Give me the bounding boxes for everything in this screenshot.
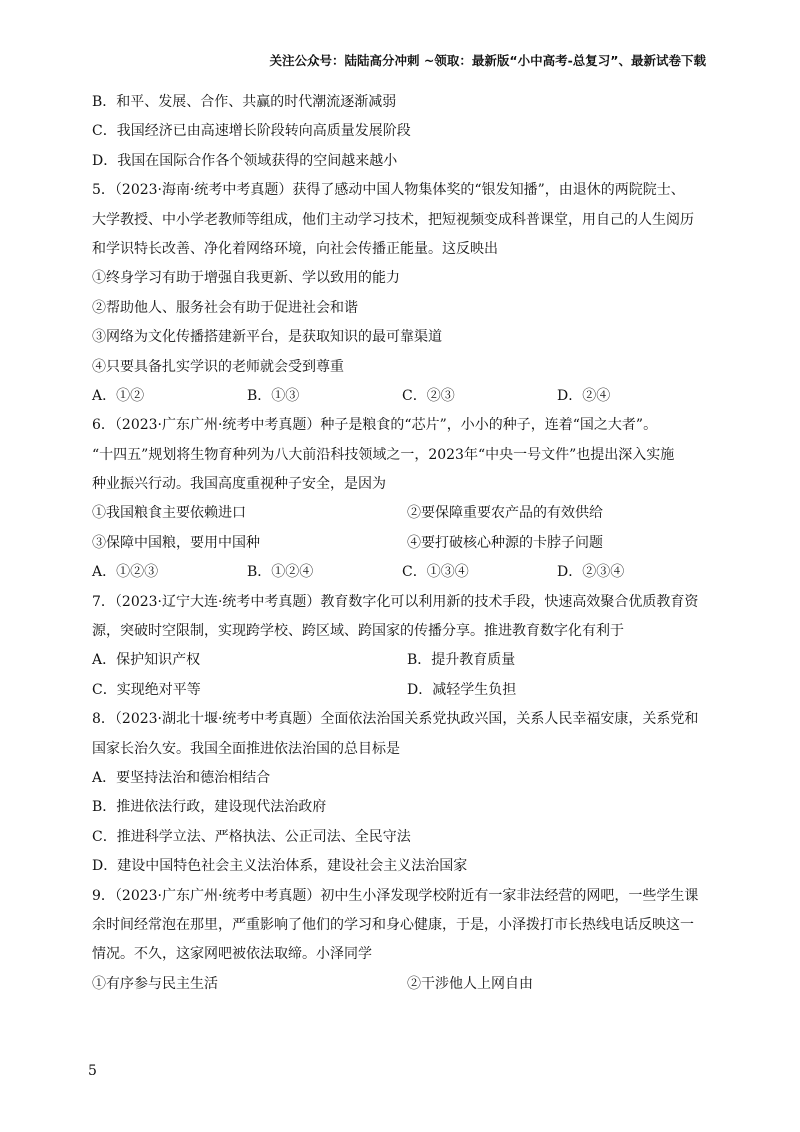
q5-options xyxy=(92,386,712,415)
page-number: 5 xyxy=(88,1063,97,1079)
q5-statement-1: ①终身学习有助于增强自我更新、学以致用的能力 xyxy=(92,270,400,287)
q6-statement-4: ④要打破核心种源的卡脖子问题 xyxy=(407,534,603,551)
q7-option-c: C．实现绝对平等 xyxy=(92,681,201,698)
q5-statement-4: ④只要具备扎实学识的老师就会受到尊重 xyxy=(92,358,344,375)
q7-options-row2 xyxy=(92,680,712,709)
q5-statement-2: ②帮助他人、服务社会有助于促进社会和谐 xyxy=(92,299,358,316)
q5-option-a: A．①② xyxy=(92,387,145,404)
q9-statement-2: ②干涉他人上网自由 xyxy=(407,975,533,992)
q7-option-a: A．保护知识产权 xyxy=(92,652,201,669)
q6-statement-1: ①我国粮食主要依赖进口 xyxy=(92,505,246,522)
q4-option-c: C．我国经济已由高速增长阶段转向高质量发展阶段 xyxy=(92,123,411,140)
q6-option-b: B．①②④ xyxy=(247,564,314,581)
q4-option-b: B．和平、发展、合作、共赢的时代潮流逐渐减弱 xyxy=(92,94,397,110)
q5-stem-line2: 大学教授、中小学老教师等组成，他们主动学习技术，把短视频变成科普课堂，用自己的人生阅历 xyxy=(92,211,694,228)
q6-statement-2: ②要保障重要农产品的有效供给 xyxy=(407,505,603,522)
q5-option-c: C．②③ xyxy=(402,387,455,404)
q7-option-b: B．提升教育质量 xyxy=(407,652,516,669)
q4-option-d: D．我国在国际合作各个领域获得的空间越来越小 xyxy=(92,152,398,169)
q7-stem-line2: 源，突破时空限制，实现跨学校、跨区域、跨国家的传播分享。推进教育数字化有利于 xyxy=(92,623,624,640)
q5-option-b: B．①③ xyxy=(247,387,300,404)
q6-statements-row2 xyxy=(92,533,712,562)
q9-stem-line1: 9．（2023·广东广州·统考中考真题）初中生小泽发现学校附近有一家非法经营的网吧，一些学生课 xyxy=(92,887,699,904)
q6-stem-line1: 6．（2023·广东广州·统考中考真题）种子是粮食的“芯片”，小小的种子，连着“国之大者”。 xyxy=(92,417,658,434)
q5-stem-line3: 和学识特长改善、净化着网络环境，向社会传播正能量。这反映出 xyxy=(92,240,498,257)
document-body xyxy=(92,92,712,1003)
q8-option-c: C．推进科学立法、严格执法、公正司法、全民守法 xyxy=(92,828,411,845)
q8-stem-line2: 国家长治久安。我国全面推进依法治国的总目标是 xyxy=(92,740,400,757)
q6-statement-3: ③保障中国粮，要用中国种 xyxy=(92,534,260,551)
q7-option-d: D．减轻学生负担 xyxy=(407,681,517,698)
q5-stem-line1: 5．（2023·海南·统考中考真题）获得了感动中国人物集体奖的“银发知播”，由退休的两院院士、 xyxy=(92,182,685,199)
q8-option-d: D．建设中国特色社会主义法治体系，建设社会主义法治国家 xyxy=(92,858,468,875)
q5-option-d: D．②④ xyxy=(557,387,611,404)
q9-stem-line3: 情况。不久，这家网吧被依法取缔。小泽同学 xyxy=(92,946,372,963)
q8-stem-line1: 8．（2023·湖北十堰·统考中考真题）全面依法治国关系党执政兴国，关系人民幸福安康，关系党和 xyxy=(92,711,699,728)
q6-options xyxy=(92,562,712,591)
q9-statements-row1 xyxy=(92,974,712,1003)
q6-stem-line2: “十四五”规划将生物育种列为八大前沿科技领域之一，2023年“中央一号文件”也提出深入实施 xyxy=(92,446,675,463)
q8-option-b: B．推进依法行政，建设现代法治政府 xyxy=(92,799,327,816)
q8-option-a: A．要坚持法治和德治相结合 xyxy=(92,769,271,786)
q6-option-c: C．①③④ xyxy=(402,564,469,581)
q7-options-row1 xyxy=(92,650,712,679)
q6-statements-row1 xyxy=(92,503,712,532)
q9-stem-line2: 余时间经常泡在那里，严重影响了他们的学习和身心健康，于是，小泽拨打市长热线电话反映这一 xyxy=(92,916,694,933)
page-header: 关注公众号：陆陆高分冲刺 ~领取：最新版“小中高考-总复习”、最新试卷下载 xyxy=(269,53,706,68)
q6-stem-line3: 种业振兴行动。我国高度重视种子安全，是因为 xyxy=(92,476,386,493)
q6-option-a: A．①②③ xyxy=(92,564,159,581)
q5-statement-3: ③网络为文化传播搭建新平台，是获取知识的最可靠渠道 xyxy=(92,329,442,346)
q6-option-d: D．②③④ xyxy=(557,564,625,581)
q7-stem-line1: 7．（2023·辽宁大连·统考中考真题）教育数字化可以利用新的技术手段，快速高效聚合优质教育资 xyxy=(92,593,699,610)
q9-statement-1: ①有序参与民主生活 xyxy=(92,975,218,992)
